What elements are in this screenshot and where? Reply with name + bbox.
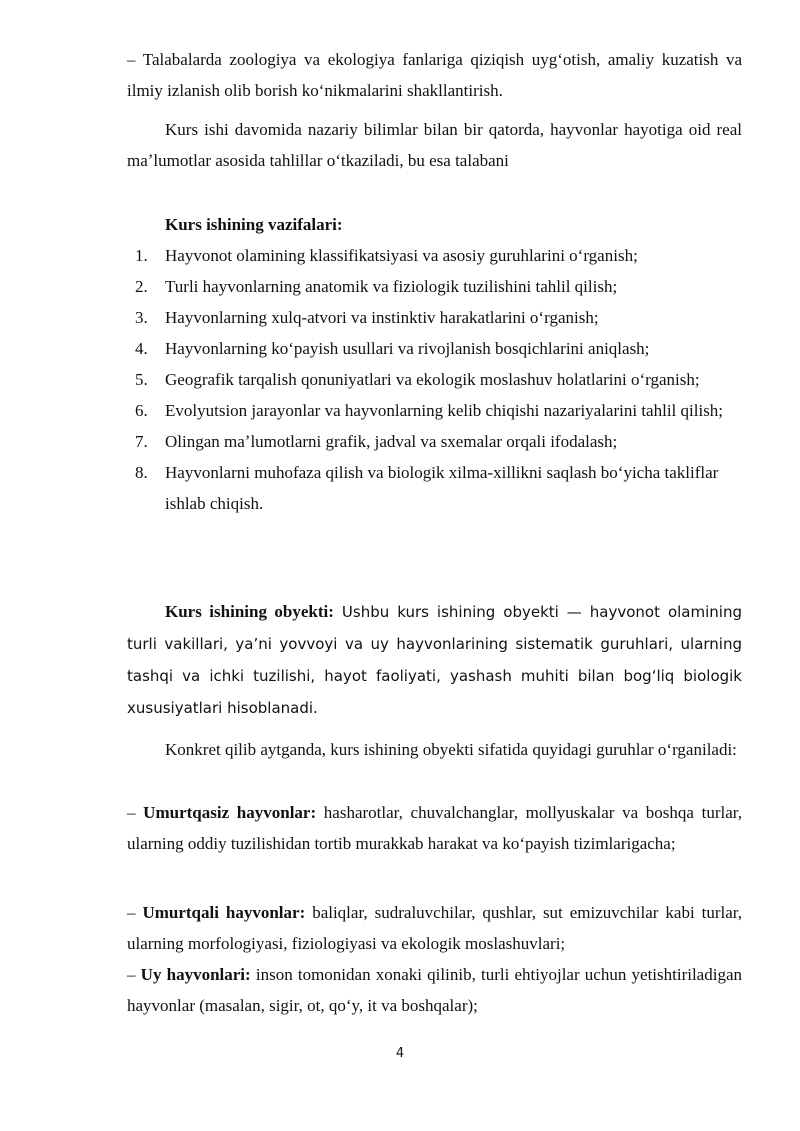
list-item [127,364,742,395]
item-text: Hayvonlarning xulq-atvori va instinktiv harakatlarini oʻrganish; [165,308,599,327]
dash: – [127,965,141,984]
tasks-list [127,240,742,519]
dash: – [127,803,144,822]
item-number: 6. [135,401,148,420]
item-number: 2. [135,277,148,296]
group-text: inson tomonidan xonaki qilinib, turli ehtiyojlar uchun yetishtiriladigan hayvonlar (masalan, sigir, ot, qoʻy, it va boshqalar); [127,965,742,1015]
list-item [127,302,742,333]
tasks-heading: Kurs ishining vazifalari: [165,215,343,234]
list-item [127,240,742,271]
group-umurtqali [127,897,742,959]
group-umurtqasiz [127,797,742,859]
dash: – [127,903,143,922]
list-item [127,271,742,302]
list-item [127,457,742,519]
group-label: Uy hayvonlari: [140,965,251,984]
item-text: Evolyutsion jarayonlar va hayvonlarning kelib chiqishi nazariyalarini tahlil qilish; [165,401,724,420]
list-item [127,426,742,457]
item-number: 5. [135,370,148,389]
list-item [127,395,742,426]
concrete-paragraph: Konkret qilib aytganda, kurs ishining obyekti sifatida quyidagi guruhlar oʻrganiladi: [165,740,737,759]
intro-paragraph: Kurs ishi davomida nazariy bilimlar bilan bir qatorda, hayvonlar hayotiga oid real maʼlumotlar asosida tahlillar oʻtkaziladi, bu esa talabani [127,120,742,170]
item-number: 1. [135,246,148,265]
group-text: baliqlar, sudraluvchilar, qushlar, sut emizuvchilar kabi turlar, ularning morfologiyasi, fiziologiyasi va ekologik moslashuvlari; [127,903,743,953]
item-text: Hayvonlarning koʻpayish usullari va rivojlanish bosqichlarini aniqlash; [165,339,650,358]
group-uy-hayvonlari [127,959,742,1021]
intro-bullet: – Talabalarda zoologiya va ekologiya fanlariga qiziqish uygʻotish, amaliy kuzatish va ilmiy izlanish olib borish koʻnikmalarini shakllantirish. [127,50,742,100]
item-number: 3. [135,308,148,327]
group-label: Umurtqali hayvonlar: [142,903,306,922]
object-heading: Kurs ishining obyekti: [165,602,334,621]
item-text: Geografik tarqalish qonuniyatlari va ekologik moslashuv holatlarini oʻrganish; [165,370,700,389]
item-text: Turli hayvonlarning anatomik va fiziologik tuzilishini tahlil qilish; [165,277,618,296]
item-number: 4. [135,339,148,358]
group-text: hasharotlar, chuvalchanglar, mollyuskalar va boshqa turlar, ularning oddiy tuzilishidan tortib murakkab harakat va koʻpayish tizimlarigacha; [127,803,742,853]
item-text: Hayvonot olamining klassifikatsiyasi va asosiy guruhlarini oʻrganish; [165,246,638,265]
item-text: Olingan maʼlumotlarni grafik, jadval va sxemalar orqali ifodalash; [165,432,618,451]
item-text: Hayvonlarni muhofaza qilish va biologik xilma-xillikni saqlash boʻyicha takliflar ishlab chiqish. [165,463,719,513]
list-item [127,333,742,364]
object-text: Ushbu kurs ishining obyekti — hayvonot olamining turli vakillari, yaʼni yovvoyi va uy hayvonlarining sistematik guruhlari, ularning tashqi va ichki tuzilishi, hayot faoliyati, yashash muhiti bilan bogʻliq biologik xususiyatlari hisoblanadi. [127,603,742,717]
group-label: Umurtqasiz hayvonlar: [143,803,317,822]
item-number: 7. [135,432,148,451]
page-number: 4 [395,1046,405,1061]
item-number: 8. [135,463,148,482]
object-paragraph [127,596,742,724]
